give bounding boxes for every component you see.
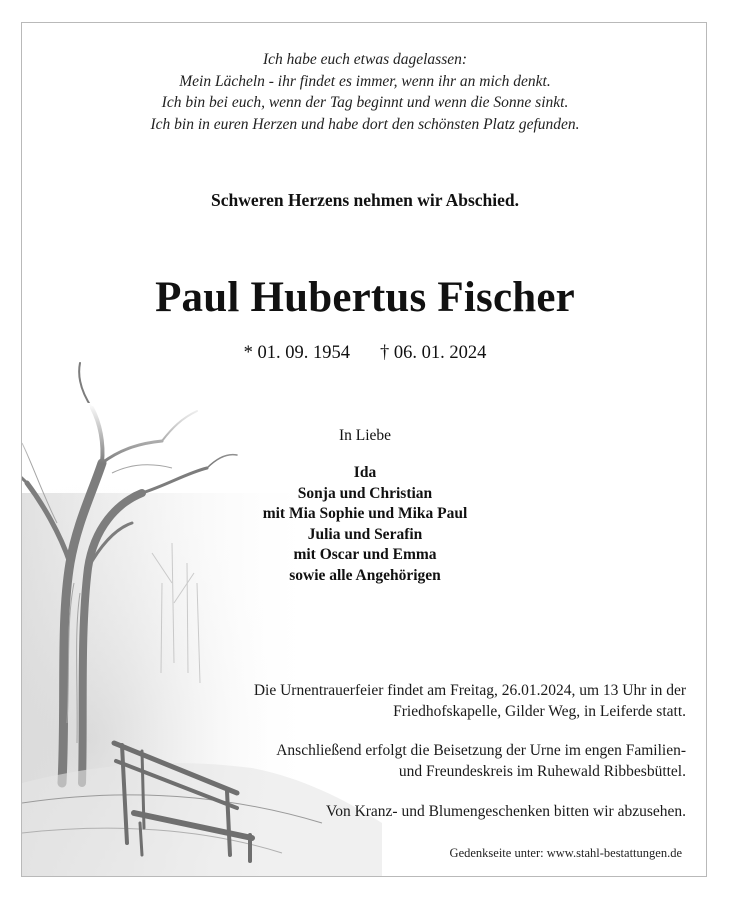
mourner-line: Sonja und Christian (297, 484, 433, 502)
farewell-heading: Schweren Herzens nehmen wir Abschied. (210, 190, 520, 210)
memorial-page-link[interactable]: Gedenkseite unter: www.stahl-bestattungen.de (449, 846, 682, 860)
mourner-line: sowie alle Angehörigen (289, 566, 441, 584)
mourner-line: Julia und Serafin (307, 525, 423, 543)
burial-line: und Freundeskreis im Ruhewald Ribbesbüttel. (398, 763, 686, 780)
life-dates (22, 343, 707, 364)
poem-line: Ich bin in euren Herzen und habe dort den schönsten Platz gefunden. (150, 115, 580, 133)
poem-line: Ich habe euch etwas dagelassen: (262, 51, 468, 68)
service-info (126, 680, 686, 722)
burial-info (126, 740, 686, 782)
flowers-line: Von Kranz- und Blumengeschenken bitten wir abzusehen. (326, 803, 686, 820)
mourner-line: mit Mia Sophie und Mika Paul (262, 505, 468, 522)
service-line: Friedhofskapelle, Gilder Weg, in Leiferde statt. (393, 703, 686, 720)
burial-line: Anschließend erfolgt die Beisetzung der Urne im engen Familien- (276, 742, 686, 759)
birth-date: * 01. 09. 1954 (243, 343, 350, 363)
flowers-note (126, 801, 686, 822)
mourners-intro: In Liebe (338, 427, 392, 444)
obituary-frame (21, 22, 707, 877)
poem-line: Mein Lächeln - ihr findet es immer, wenn ihr an mich denkt. (179, 72, 551, 90)
poem-line: Ich bin bei euch, wenn der Tag beginnt und wenn die Sonne sinkt. (161, 94, 569, 111)
deceased-name: Paul Hubertus Fischer (155, 274, 575, 321)
mourner-line: mit Oscar und Emma (293, 546, 437, 563)
mourners-list (22, 463, 707, 586)
service-line: Die Urnentrauerfeier findet am Freitag, 26.01.2024, um 13 Uhr in der (253, 682, 686, 699)
death-date: † 06. 01. 2024 (380, 343, 487, 363)
mourner-line: Ida (353, 464, 377, 481)
poem (22, 49, 707, 135)
